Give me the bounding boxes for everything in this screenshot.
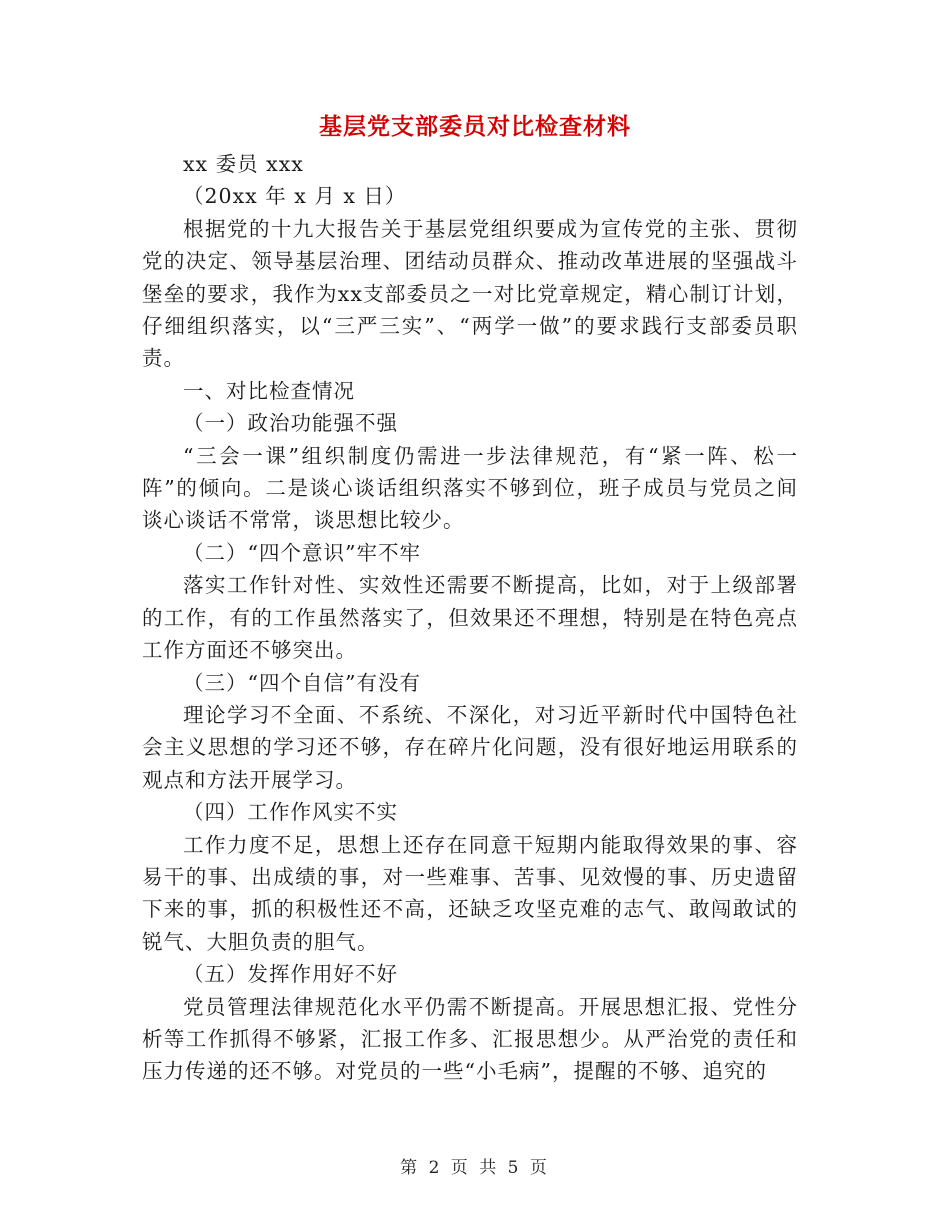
subsection-heading: （二）“四个意识”牢不牢 [183,540,421,565]
body-paragraph: 工作力度不足，思想上还存在同意干短期内能取得效果的事、容易干的事、出成绩的事，对一些难事、苦事、见效慢的事、历史遗留下来的事，抓的积极性还不高，还缺乏攻坚克难的志气、敢闯敢试的锐气、大胆负责的胆气。 [142,832,798,954]
subsection-heading: （三）“四个自信”有没有 [183,670,421,695]
document-title: 基层党支部委员对比检查材料 [319,113,631,140]
document-body [142,148,798,1088]
author-line: xx 委员 xxx [183,152,304,176]
body-paragraph: 理论学习不全面、不系统、不深化，对习近平新时代中国特色社会主义思想的学习还不够，存在碎片化问题，没有很好地运用联系的观点和方法开展学习。 [142,702,798,792]
subsection-heading: （四）工作作风实不实 [183,800,398,825]
subsection-heading: （五）发挥作用好不好 [183,962,398,987]
intro-paragraph: 根据党的十九大报告关于基层党组织要成为宣传党的主张、贯彻党的决定、领导基层治理、团结动员群众、推动改革进展的坚强战斗堡垒的要求，我作为xx支部委员之一对比党章规定，精心制订计划，仔细组织落实，以“三严三实”、“两学一做”的要求践行支部委员职责。 [142,216,798,371]
page-footer: 第 2 页 共 5 页 [400,1158,550,1178]
subsection-heading: （一）政治功能强不强 [183,411,398,436]
body-paragraph: 落实工作针对性、实效性还需要不断提高，比如，对于上级部署的工作，有的工作虽然落实了，但效果还不理想，特别是在特色亮点工作方面还不够突出。 [142,573,798,663]
body-paragraph: “三会一课”组织制度仍需进一步法律规范，有“紧一阵、松一阵”的倾向。二是谈心谈话组织落实不够到位，班子成员与党员之间谈心谈话不常常，谈思想比较少。 [142,443,798,533]
date-line: （20xx 年 x 月 x 日） [183,184,407,209]
body-paragraph: 党员管理法律规范化水平仍需不断提高。开展思想汇报、党性分析等工作抓得不够紧，汇报工作多、汇报思想少。从严治党的责任和压力传递的还不够。对党员的一些“小毛病”，提醒的不够、追究的 [142,994,798,1084]
section-heading: 一、对比检查情况 [183,378,355,403]
